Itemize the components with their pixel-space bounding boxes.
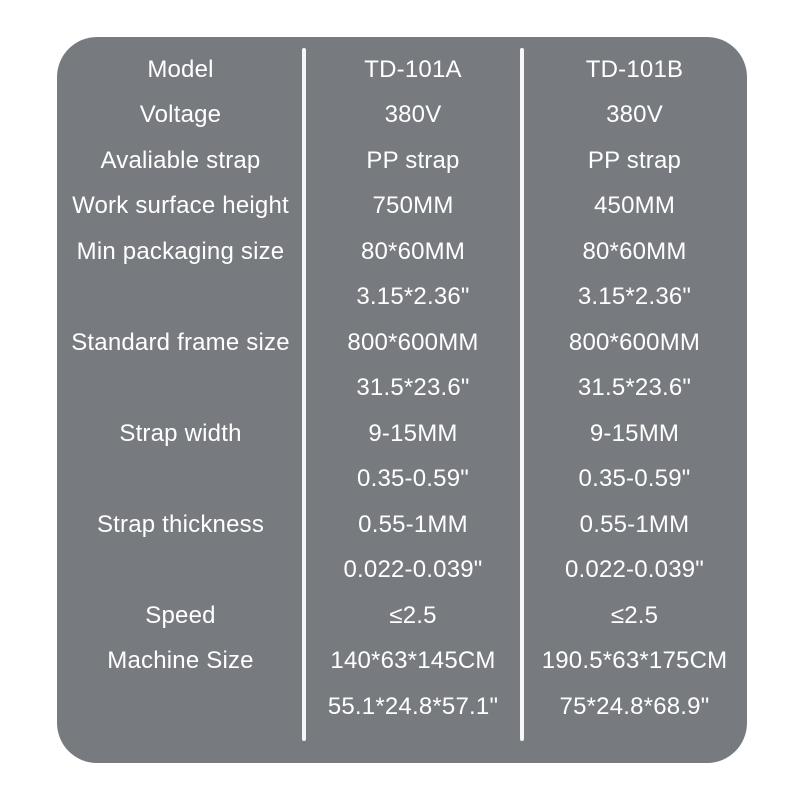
spec-value-td101a: PP strap [366, 146, 460, 174]
spec-value-td101b: 800*600MM [568, 328, 701, 356]
table-row [57, 93, 747, 139]
table-row [57, 320, 747, 366]
spec-label [57, 548, 304, 594]
table-row [57, 593, 747, 639]
spec-value-td101a: 9-15MM [368, 419, 458, 447]
spec-value-td101b: TD-101B [585, 55, 684, 83]
spec-label: Speed [145, 601, 216, 629]
table-row [57, 502, 747, 548]
spec-label: Work surface height [72, 192, 289, 220]
spec-value-td101a: 0.35-0.59" [357, 465, 469, 493]
spec-label: Avaliable strap [100, 146, 261, 174]
spec-value-td101b: 75*24.8*68.9" [559, 692, 710, 720]
table-row [57, 138, 747, 184]
spec-value-td101a: 80*60MM [360, 237, 466, 265]
table-row [57, 275, 747, 321]
spec-value-td101b: 0.35-0.59" [578, 465, 691, 493]
spec-value-td101b: 3.15*2.36" [577, 283, 692, 311]
table-row [57, 184, 747, 230]
spec-value-td101a: 31.5*23.6" [356, 374, 470, 402]
spec-label: Voltage [139, 101, 222, 129]
spec-label [57, 684, 304, 730]
spec-label [57, 275, 304, 321]
spec-value-td101b: PP strap [587, 146, 682, 174]
spec-value-td101a: ≤2.5 [389, 601, 437, 629]
column-divider-2 [520, 48, 524, 741]
column-divider-1 [302, 48, 306, 741]
table-row [57, 639, 747, 685]
spec-label [57, 457, 304, 503]
spec-value-td101b: 80*60MM [582, 237, 687, 265]
spec-value-td101a: 800*600MM [347, 328, 479, 356]
spec-value-td101a: 0.55-1MM [358, 510, 468, 538]
spec-value-td101b: 0.55-1MM [579, 510, 690, 538]
table-row [57, 229, 747, 275]
spec-value-td101b: ≤2.5 [610, 601, 659, 629]
table-row [57, 411, 747, 457]
spec-label: Min packaging size [76, 237, 285, 265]
table-row [57, 47, 747, 93]
spec-value-td101a: 140*63*145CM [330, 647, 496, 675]
spec-table [57, 47, 747, 730]
spec-value-td101a: 55.1*24.8*57.1" [327, 692, 499, 720]
spec-value-td101a: 3.15*2.36" [356, 283, 470, 311]
spec-value-td101b: 31.5*23.6" [577, 374, 692, 402]
spec-value-td101a: 750MM [372, 192, 454, 220]
spec-label: Model [147, 55, 214, 83]
table-row [57, 457, 747, 503]
spec-value-td101a: TD-101A [364, 55, 462, 83]
spec-label: Machine Size [107, 647, 254, 675]
spec-label: Strap width [119, 419, 242, 447]
spec-card [57, 37, 747, 763]
table-row [57, 548, 747, 594]
spec-value-td101a: 380V [384, 101, 442, 129]
spec-label: Standard frame size [71, 328, 290, 356]
spec-value-td101b: 0.022-0.039" [564, 556, 705, 584]
table-row [57, 684, 747, 730]
spec-value-td101a: 0.022-0.039" [343, 556, 483, 584]
spec-label [57, 366, 304, 412]
spec-value-td101b: 450MM [593, 192, 676, 220]
spec-value-td101b: 380V [606, 101, 663, 129]
spec-value-td101b: 190.5*63*175CM [541, 647, 728, 675]
table-row [57, 366, 747, 412]
spec-label: Strap thickness [96, 510, 265, 538]
spec-value-td101b: 9-15MM [589, 419, 680, 447]
